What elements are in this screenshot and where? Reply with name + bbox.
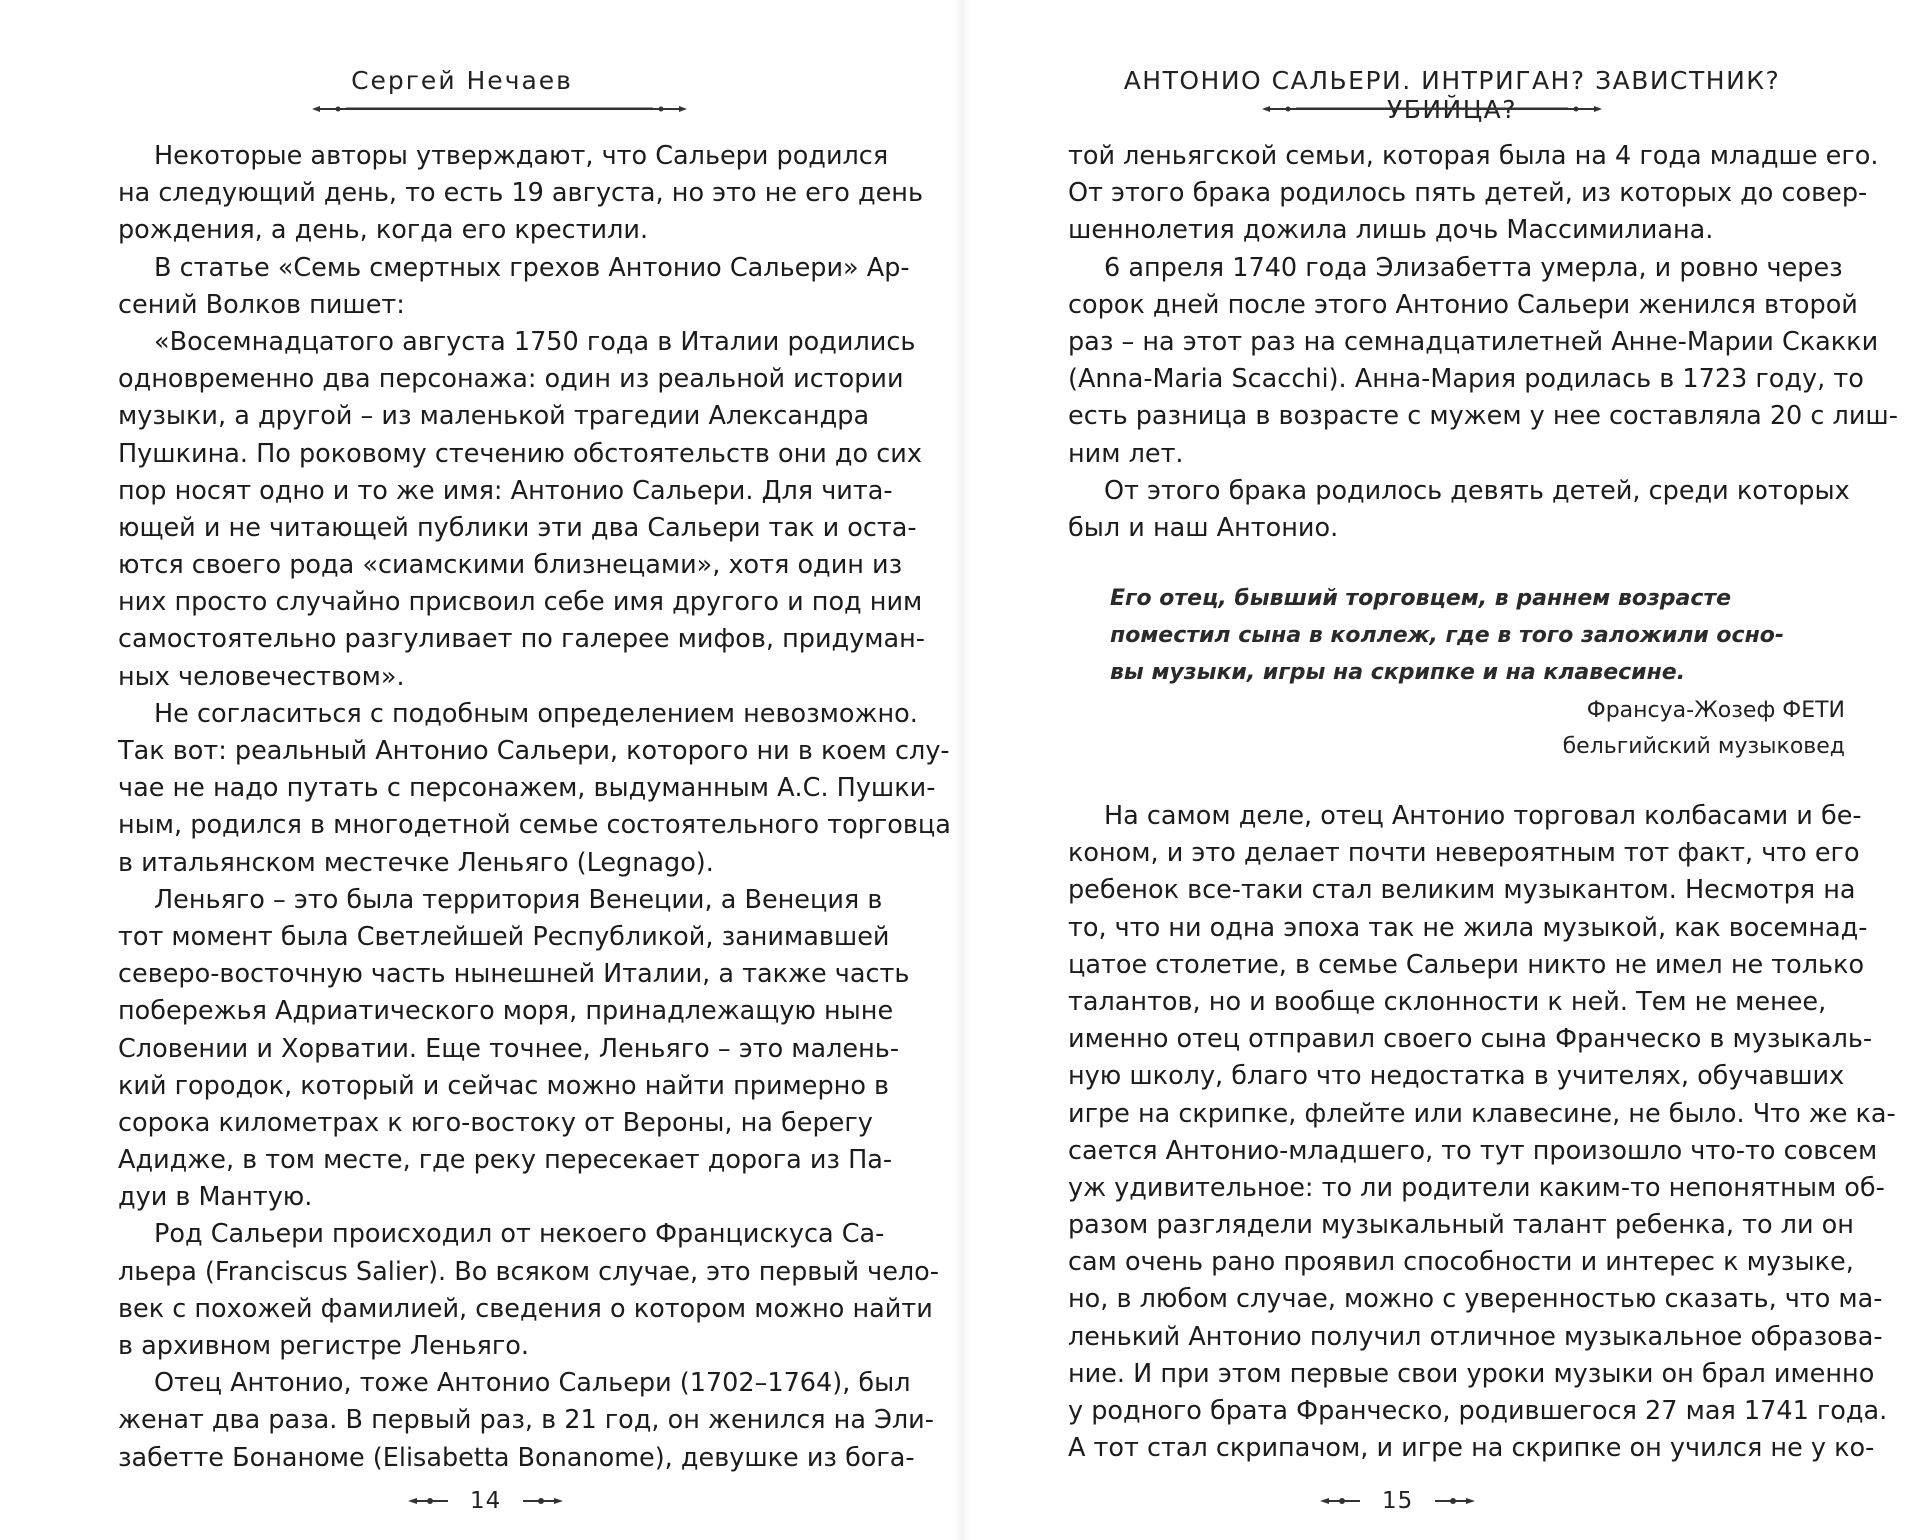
left-page <box>0 0 962 1540</box>
page-number: 15 <box>1382 1488 1414 1514</box>
header-ornament <box>1262 104 1602 114</box>
text-line: льера (Franciscus Salier). Во всяком случае, это первый чело- <box>118 1256 939 1287</box>
text-line: На самом деле, отец Антонио торговал колбасами и бе- <box>1104 801 1862 831</box>
text-line: игре на скрипке, флейте или клавесине, не было. Что же ка- <box>1068 1098 1896 1129</box>
text-line: Род Сальери происходил от некоего Францискуса Са- <box>154 1219 885 1250</box>
footer-ornament-left-icon <box>1320 1496 1360 1506</box>
text-line: В статье «Семь смертных грехов Антонио Сальери» Ар- <box>154 252 910 283</box>
left-body-text <box>118 138 951 1477</box>
text-line: есть разница в возрасте с мужем у нее составляла 20 с лиш- <box>1068 401 1898 432</box>
text-line: уж удивительное: то ли родители каким-то непонятным об- <box>1068 1172 1885 1203</box>
text-line: Леньяго – это была территория Венеции, а Венеция в <box>154 884 883 915</box>
text-line: ную школу, благо что недостатка в учителях, обучавших <box>1068 1061 1845 1092</box>
text-line: сам очень рано проявил способности и интерес к музыке, <box>1068 1247 1854 1278</box>
quote-line: поместил сына в коллеж, где в того заложили осно- <box>1110 623 1785 648</box>
right-body-text-bottom <box>1068 798 1896 1467</box>
text-line: был и наш Антонио. <box>1068 512 1339 543</box>
text-line: От этого брака родилось пять детей, из которых до совер- <box>1068 178 1868 209</box>
text-line: век с похожей фамилией, сведения о котором можно найти <box>118 1293 933 1324</box>
text-line: сается Антонио-младшего, то тут произошло что-то совсем <box>1068 1135 1878 1166</box>
text-line: разом разглядели музыкальный талант ребенка, то ли он <box>1068 1210 1854 1241</box>
text-line: ние. И при этом первые свои уроки музыки он брал именно <box>1068 1358 1875 1389</box>
ornament-rule-icon <box>1262 104 1602 114</box>
text-line: От этого брака родилось девять детей, среди которых <box>1104 475 1850 506</box>
text-line: них просто случайно присвоил себе имя другого и под ним <box>118 587 923 618</box>
left-footer <box>408 1486 563 1516</box>
text-line: Некоторые авторы утверждают, что Сальери родился <box>154 141 889 171</box>
text-line: пор носят одно и то же имя: Антонио Сальери. Для чита- <box>118 475 893 506</box>
text-line: именно отец отправил своего сына Франческо в музыкаль- <box>1068 1024 1873 1055</box>
text-line: талантов, но и вообще склонности к ней. Тем не менее, <box>1068 986 1827 1017</box>
header-ornament <box>312 104 687 114</box>
text-line: дуи в Мантую. <box>118 1182 313 1213</box>
text-line: Отец Антонио, тоже Антонио Сальери (1702–1764), был <box>154 1368 911 1399</box>
text-line: ребенок все-таки стал великим музыкантом. Несмотря на <box>1068 875 1856 906</box>
text-line: побережья Адриатического моря, принадлежащую ныне <box>118 996 894 1027</box>
text-line: раз – на этот раз на семнадцатилетней Анне-Марии Скакки <box>1068 326 1879 357</box>
quote-line: Его отец, бывший торговцем, в раннем возрасте <box>1110 586 1732 611</box>
right-body-text-top <box>1068 138 1898 547</box>
text-line: ных человечеством». <box>118 661 405 692</box>
quote-author-title: бельгийский музыковед <box>1562 734 1845 759</box>
text-line: ним лет. <box>1068 438 1184 469</box>
text-line: в итальянском местечке Леньяго (Legnago). <box>118 847 714 878</box>
text-line: самостоятельно разгуливает по галерее мифов, придуман- <box>118 624 925 655</box>
text-line: у родного брата Франческо, родившегося 27 мая 1741 года. <box>1068 1396 1888 1426</box>
right-page <box>962 0 1925 1540</box>
right-footer <box>1320 1486 1475 1516</box>
text-line: Пушкина. По роковому стечению обстоятельств они до сих <box>118 438 922 469</box>
text-line: северо-восточную часть нынешней Италии, а также часть <box>118 959 910 990</box>
epigraph-quote <box>1110 580 1810 691</box>
footer-ornament-right-icon <box>1435 1496 1475 1506</box>
text-line: 6 апреля 1740 года Элизабетта умерла, и ровно через <box>1104 252 1843 283</box>
text-line: сорока километрах к юго-востоку от Вероны, на берегу <box>118 1107 873 1138</box>
text-line: сений Волков пишет: <box>118 289 405 320</box>
text-line: Адидже, в том месте, где реку пересекает дорога из Па- <box>118 1145 893 1176</box>
text-line: (Anna-Maria Scacchi). Анна-Мария родилась в 1723 году, то <box>1068 364 1864 395</box>
text-line: ленький Антонио получил отличное музыкальное образова- <box>1068 1321 1883 1352</box>
footer-ornament-left-icon <box>408 1496 448 1506</box>
quote-line: вы музыки, игры на скрипке и на клавесине. <box>1110 660 1686 685</box>
text-line: Не согласиться с подобным определением невозможно. <box>154 698 918 729</box>
page-number: 14 <box>470 1488 502 1514</box>
text-line: забетте Бонаноме (Elisabetta Bonanome), девушке из бога- <box>118 1442 915 1473</box>
text-line: в архивном регистре Леньяго. <box>118 1331 529 1361</box>
footer-ornament-right-icon <box>523 1496 563 1506</box>
ornament-rule-icon <box>312 104 687 114</box>
text-line: рождения, а день, когда его крестили. <box>118 215 649 246</box>
text-line: цатое столетие, в семье Сальери никто не имел не только <box>1068 949 1865 980</box>
text-line: шеннолетия дожила лишь дочь Массимилиана. <box>1068 215 1714 246</box>
text-line: чае не надо путать с персонажем, выдуманным А.С. Пушки- <box>118 773 936 804</box>
text-line: А тот стал скрипачом, и игре на скрипке он учился не у ко- <box>1068 1433 1875 1464</box>
text-line: то, что ни одна эпоха так не жила музыкой, как восемнад- <box>1068 912 1868 943</box>
running-header-title: АНТОНИО САЛЬЕРИ. ИНТРИГАН? ЗАВИСТНИК? УБИЙЦА? <box>1123 66 1781 124</box>
quote-attribution <box>1563 693 1845 765</box>
text-line: ющей и не читающей публики эти два Сальери так и оста- <box>118 512 917 543</box>
text-line: ются своего рода «сиамскими близнецами», хотя один из <box>118 550 903 581</box>
text-line: кий городок, который и сейчас можно найти примерно в <box>118 1070 890 1101</box>
text-line: ным, родился в многодетной семье состоятельного торговца <box>118 810 951 841</box>
text-line: Так вот: реальный Антонио Сальери, которого ни в коем слу- <box>118 736 950 766</box>
text-line: на следующий день, то есть 19 августа, но это не его день <box>118 178 923 209</box>
text-line: музыки, а другой – из маленькой трагедии Александра <box>118 401 870 432</box>
text-line: тот момент была Светлейшей Республикой, занимавшей <box>118 921 890 952</box>
quote-author: Франсуа-Жозеф ФЕТИ <box>1586 698 1845 723</box>
running-header-author: Сергей Нечаев <box>351 66 573 95</box>
text-line: «Восемнадцатого августа 1750 года в Италии родились <box>154 326 916 357</box>
text-line: одновременно два персонажа: один из реальной истории <box>118 364 904 395</box>
text-line: женат два раза. В первый раз, в 21 год, он женился на Эли- <box>118 1405 934 1436</box>
text-line: коном, и это делает почти невероятным тот факт, что его <box>1068 838 1860 869</box>
text-line: но, в любом случае, можно с уверенностью сказать, что ма- <box>1068 1284 1883 1315</box>
text-line: Словении и Хорватии. Еще точнее, Леньяго – это малень- <box>118 1033 900 1064</box>
text-line: той леньягской семьи, которая была на 4 года младше его. <box>1068 141 1879 171</box>
text-line: сорок дней после этого Антонио Сальери женился второй <box>1068 289 1858 320</box>
